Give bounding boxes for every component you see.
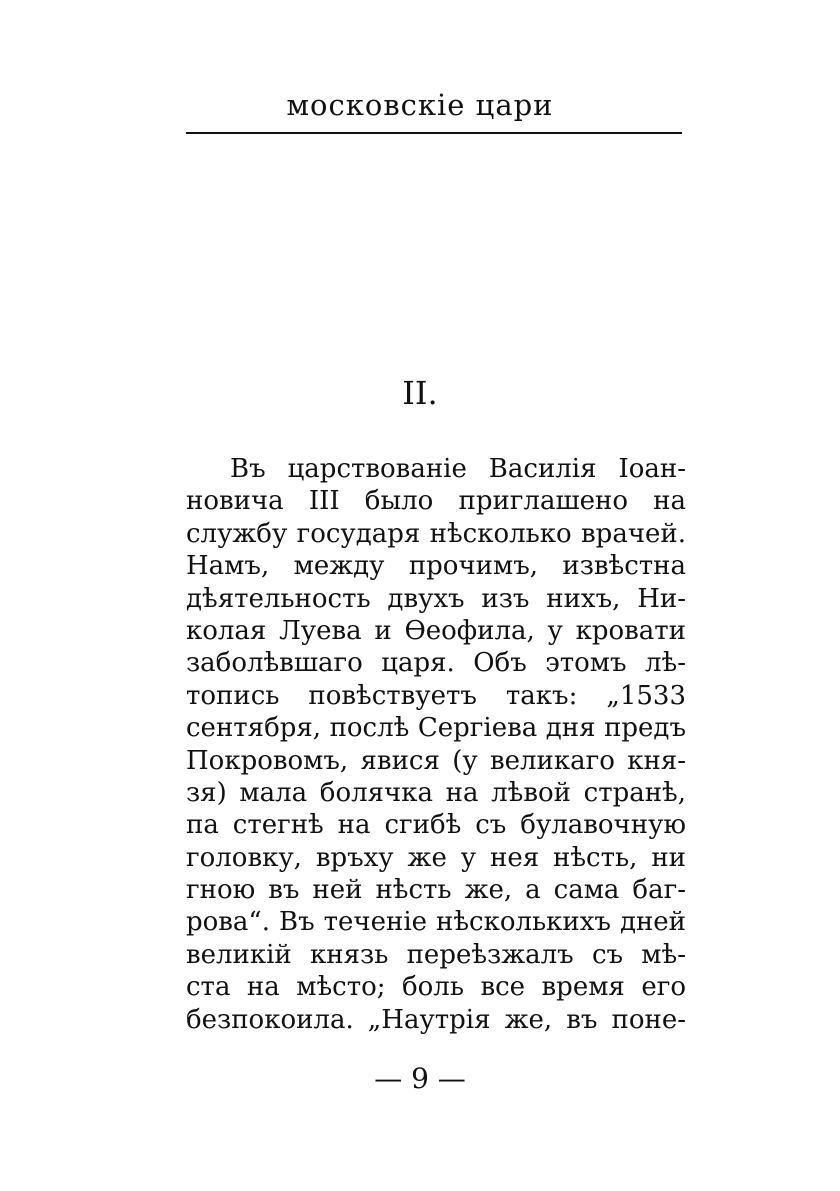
text-line: па стегнѣ на сгибѣ съ булавочную (186, 810, 686, 841)
text-line: Покровомъ, явися (у великаго кня- (186, 745, 686, 776)
text-line: заболѣвшаго царя. Объ этомъ лѣ- (186, 648, 686, 679)
text-line: головку, връху же у нея нѣсть, ни (186, 842, 686, 873)
text-line: рова“. Въ теченіе нѣсколькихъ дней (186, 907, 686, 938)
text-line: дѣятельность двухъ изъ нихъ, Ни- (186, 583, 686, 614)
text-line: гною въ ней нѣсть же, а сама баг- (186, 875, 686, 906)
text-line: ста на мѣсто; боль все время его (186, 972, 686, 1003)
text-line: топись повѣствуетъ такъ: „1533 (186, 680, 686, 711)
text-line: зя) мала болячка на лѣвой странѣ, (186, 777, 686, 808)
page-number: — 9 — (374, 1062, 466, 1095)
text-line: безпокоила. „Наутрія же, въ поне- (186, 1004, 686, 1035)
body-text (186, 453, 686, 1036)
running-head: московскіе цари (286, 88, 554, 122)
text-line: великій князь переѣзжалъ съ мѣ- (186, 939, 686, 970)
text-line: Въ царствованіе Василія Іоан- (230, 454, 686, 484)
text-line: службу государя нѣсколько врачей. (186, 518, 686, 549)
text-line: новича III было приглашено на (186, 486, 686, 517)
text-line: сентября, послѣ Сергіева дня предъ (186, 713, 686, 744)
text-line: Намъ, между прочимъ, извѣстна (186, 551, 686, 582)
header-rule (186, 132, 682, 134)
chapter-number: II. (402, 374, 438, 412)
text-line: колая Луева и Ѳеофила, у кровати (186, 615, 686, 646)
